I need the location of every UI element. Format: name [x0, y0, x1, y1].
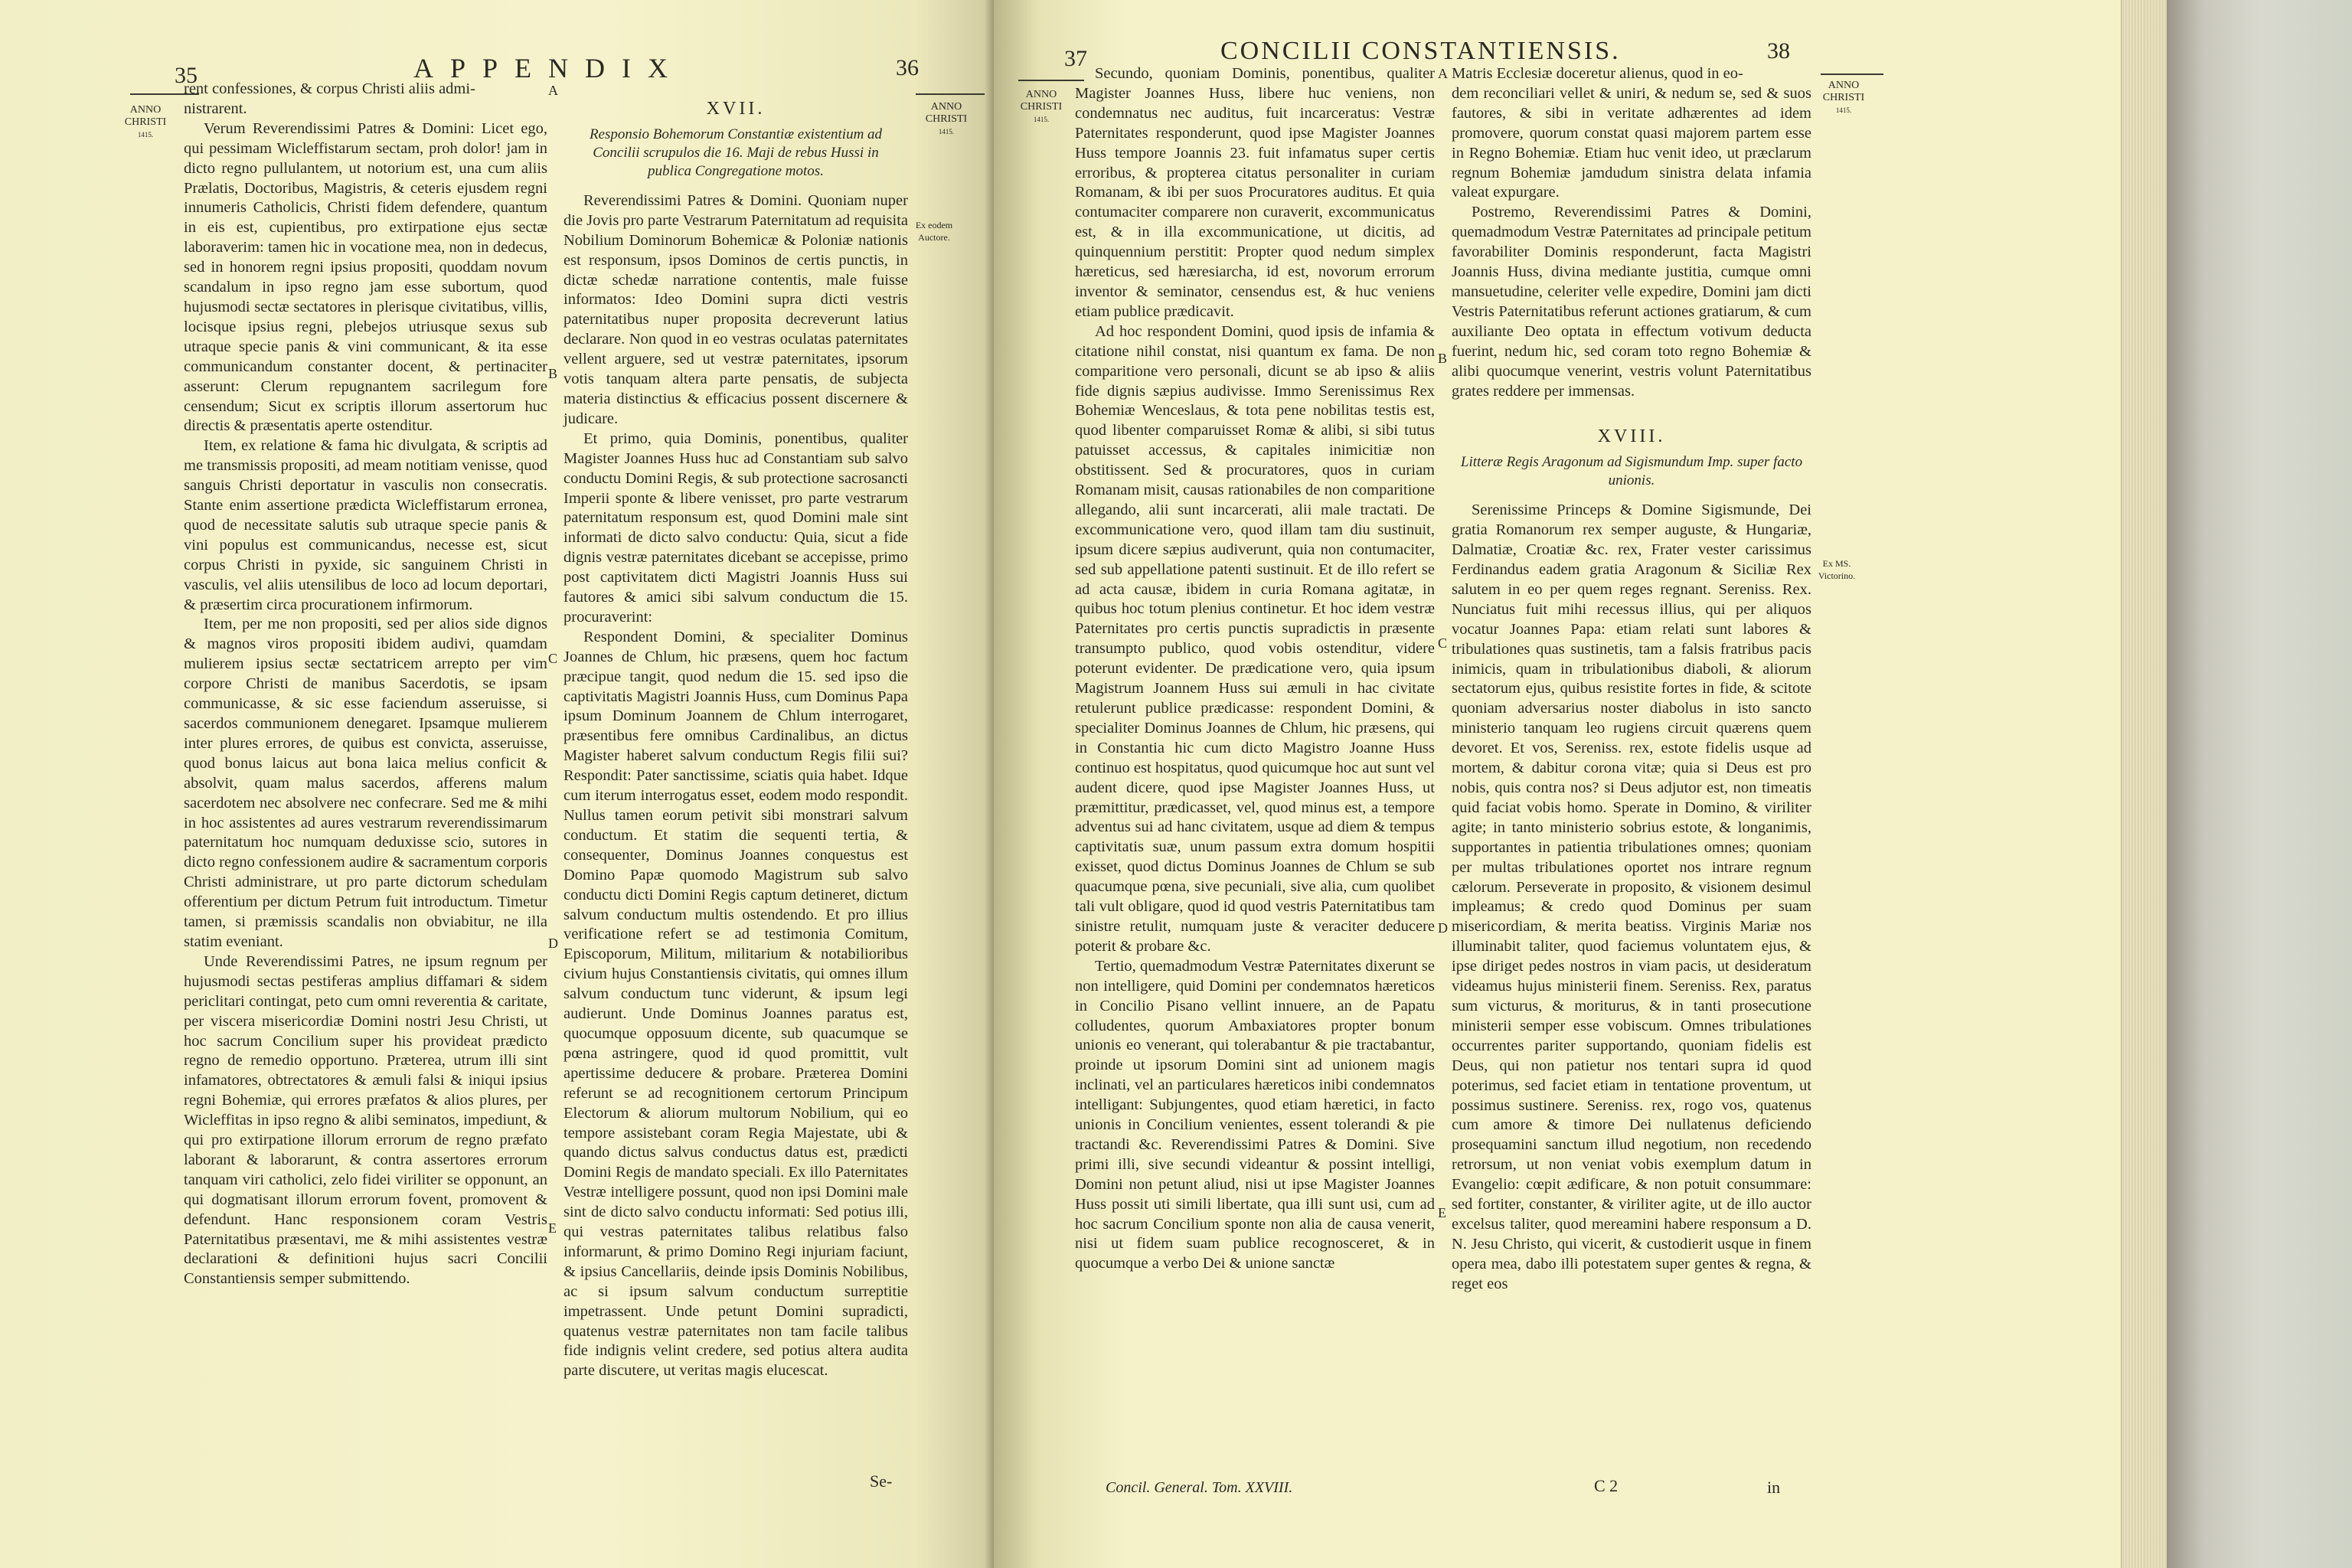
paragraph: Respondent Domini, & specialiter Dominus Joannes de Chlum, hic præsens, quem hoc factum præcipue tangit, quod nedum die 15. sed ipso die captivitatis Magistri Joannis Huss, cum Dominus Papa ipsum Dominum Joannem de Chlum interrogaret, præsentibus fere omnibus Cardinalibus, an dictus Magister haberet salvum conductum Regis filii sui? Respondit: Pater sanctissime, sciatis quia habet. Idque cum iterum interrogatus esset, eodem modo respondit. Nullus tamen eorum petivit sibi monstrari salvum conductum. Et statim die sequenti tertia, & consequenter, Dominus Joannes conquestus est Domino Papæ quomodo Magistrum sub salvo conductu dicti Domini Regis captum detineret, dictum salvum conductum multis ostendendo. Et pro illius verificatione refert se ad testimonia Comitum, Episcoporum, Militum, militarium & notabilioribus civium hujus Constantiensis civitatis, qui omnes illum salvum conductum tunc viderunt, & ipsum legi audierunt. Unde Dominus Joannes paratus est, quocumque opposuum dicente, sub quacumque se pœna astringere, quod id quod promittit, vult apertissime deducere & probare. Præterea Domini referunt se ad recognitionem certorum Principum Electorum & aliorum multorum Nobilium, qui eo tempore assistebant coram Regia Majestate, ubi & quando dictus salvus conductus datus est, prædicti Domini Regis de mandato speciali. Ex illo Paternitates Vestræ intelligere possunt, quod non ipsi Domini male sint de dicto salvo conductu informati: Sed potius illi, qui vestras paternitates talibus relatibus falso informarunt, & primo Domino Regi injuriam faciunt, & ipsius Cancellariis, deinde ipsis Dominis Nobilibus, ac si ipsum salvum conductum surreptitie impetrassent. Unde petunt Domini supradicti, quatenus vestræ paternitates non tam facile talibus fide indignis velint credere, sed potius altera audita parte discutere, ut veritas magis elucescat. — [564, 628, 908, 1380]
paragraph: Ad hoc respondent Domini, quod ipsis de infamia & citatione nihil constat, nisi quantum ex fama. De non comparitione vero personali, dicunt se ab ipso & aliis fide dignis sæpius audivisse. Immo Serenissimus Rex Bohemiæ Wenceslaus, & tota pene nobilitas testis est, quod libenter comparuisset Romæ & alibi, si sibi tutus patuisset accessus, & capitales inimicitiæ non obstitissent. Sed & procuratores, quos in curiam Romanam misit, causas rationabiles de non comparitione allegando, alii sunt incarcerati, alii male tractati. De excommunicatione vero, quod illam tam diu sustinuit, ipsum dicere sæpius audiverunt, quia non contumaciter, sed sub appellatione patenti sustinuit. Et de illo refert se ad acta causæ, ibidem in curia Romana agitatæ, in quibus hoc totum plenius continetur. Et hoc idem vestræ Paternitates pro certis punctis supradictis in præsente transumpto publico, quod vobis ostenditur, videre poterunt evidenter. De prædicatione vero, quia ipsum Magistrum Joannem Huss sui æmuli in hac civitate retulerunt publice prædicasse: respondent Domini, & specialiter Dominus Joannes de Chlum, hic præsens, qui in Constantia hic cum dicto Magistro Joanne Huss continuo est hospitatus, quod quicumque hoc aut sunt vel audent dicere, quod ipse Magister Joannes Huss, ut præmittitur, prædicasset, vel, quod minus est, a tempore adventus sui ad hanc civitatem, usque ad diem & tempus captivitatis suæ, unum passum extra domum hospitii exisset, quod dictus Dominus Joannes de Chlum se sub quacumque pœna, sive pecuniali, sive alia, cum quolibet tali vult obligare, quod id quod vestris Paternitatibus tam sinistre retulit, numquam juste & veraciter deducere poterit & probare &c. — [1075, 322, 1435, 955]
paragraph: dem reconciliari vellet & uniri, & nedum se, sed & suos fautores, & sibi in veritate adhærentes ad idem promovere, quorum constat quasi majorem partem esse in Regno Bohemiæ. Etiam huc venit ideo, ut præclarum regnum Bohemiæ jamdudum sinistra delata infamia valeat expurgare. — [1452, 84, 1811, 201]
side-letter: A — [1438, 66, 1448, 81]
section-number: XVII. — [706, 99, 766, 119]
side-letter: E — [1438, 1205, 1446, 1220]
paragraph: Item, ex relatione & fama hic divulgata, & scriptis ad me transmissis propositi, ad meam notitiam venisse, quod sanguis Christi deportatur in vasculis non consecratis. Stante enim assertione prædicta Wicleffistarum erronea, quod de necessitate salutis sub utraque specie panis & vini populus est communicandus, necesse est, sicut corpus Christi in pyxide, sic sanguinem Christi in vasculis, vel aliis utensilibus de loco ad locum deportari, & præsertim circa procurationem infirmorum. — [184, 437, 547, 613]
side-letter: B — [1438, 351, 1448, 366]
section-title: Responsio Bohemorum Constantiæ existentium ad Concilii scrupulos die 16. Maji de rebus Hussi in publica Congregatione motos. — [589, 126, 883, 179]
left-column — [1075, 64, 1435, 1473]
right-page — [994, 0, 2121, 1568]
side-letter: C — [548, 651, 558, 666]
paragraph: Et primo, quia Dominis, ponentibus, qualiter Magister Joannes Huss huc ad Constantiam sub salvo conductu Domini Regis, & sub protectione sacrosancti Imperii sponte & libere venisset, pro parte vestrarum paternitatum responsum est, quod Domini male sint informati de dicto salvo conductu: Quia, sicut a fide dignis vestræ paternitates dicebant se accepisse, primo post captivitatem dicti Magistri Joannis Huss sui fautores & amici sibi salvum conductum die 15. procuraverint: — [564, 430, 908, 626]
side-letter: B — [548, 366, 558, 381]
paragraph: Serenissime Princeps & Domine Sigismunde, Dei gratia Romanorum rex semper auguste, & Hungariæ, Dalmatiæ, Croatiæ &c. rex, Frater vester carissimus Ferdinandus eadem gratia Aragonum & Siciliæ Rex salutem in eo per quem reges regnant. Sereniss. Rex. Nunciatus fuit mihi recessus illius, qui per aliquos vocatur Joannes Papa: etiam relati sunt labores & tribulationes quas sustinetis, tam a falsis fratribus pacis inimicis, quam in tribulationibus diaboli, & aliorum sectatorum ejus, quibus resistite fortes in fide, & scitote quoniam adversarius noster diabolus in isto sancto ministerio tanquam leo rugiens circuit quærens quem devoret. Et vos, Sereniss. rex, estote fidelis usque ad mortem, & dabitur corona vitæ; quia si Deus est pro nobis, quis contra nos? si Deus adjutor est, non timeatis quid faciat vobis homo. Sperate in Domino, & viriliter agite; in tanto ministerio sobrius estote, & longanimis, supportantes in patientia tribulationes omnes; quoniam per multas tribulationes oportet nos intrare regnum cælorum. Perseverate in proposito, & visionem desimul impleamus; & credo quod Dominus per suam misericordiam, & merita beatiss. Virginis Mariæ nos illuminabit taliter, quod faciemus voluntatem ejus, & ipse diriget pedes nostros in viam pacis, ut desideratum videamus hujus ministerii finem. Sereniss. Rex, paratus sum victurus, & moriturus, & in tanti prosecutione ministerii semper esse vobiscum. Omnes tribulationes occurrentes pariter supportando, quoniam fidelis est Deus, qui non patietur nos tentari supra id quod poterimus, sed faciet etiam in tentatione proventum, ut possimus sustinere. Sereniss. rex, rogo vos, quatenus cum amore & timore Dei nullatenus deficiendo prosequamini sanctum illud negotium, non recedendo retrorsum, ut non veniat vobis exemplum datum in Evangelio: cœpit ædificare, & non potuit consummare: sed fortiter, constanter, & viriliter agite, ut de illo auctor excelsus taliter, quod mereamini habere responsum a D. N. Jesu Christo, qui vicerit, & custodierit usque in finem opera mea, dabo illi potestatem super gentes & regna, & reget eos — [1452, 501, 1811, 1292]
side-letter: C — [1438, 635, 1448, 651]
right-column — [564, 95, 908, 1473]
volume-footer: Concil. General. Tom. XXVIII. — [1106, 1479, 1293, 1496]
margin-year-note: ANNO CHRISTI 1415. — [925, 101, 968, 136]
paragraph: Postremo, Reverendissimi Patres & Domini, quemadmodum Vestræ Paternitates ad principale petitum favorabiliter Dominis responderunt, facta Magistri Joannis Huss, divina mediante justitia, cumque omni mansuetudine, celeriter velle expedire, Domini jam dicti Vestris Paternitatibus referunt actiones gratiarum, & cum auxiliante Deo optata in effectum votivum deducta fuerint, nedum hic, sed coram toto regno Bohemiæ & alibi quocumque venerint, vestris volunt Paternitatibus grates reddere per immensas. — [1452, 204, 1811, 400]
paragraph: Secundo, quoniam Dominis, ponentibus, qualiter Magister Joannes Huss, libere huc veniens, non condemnatus nec auditus, fuit incarceratus: Vestræ Paternitates responderunt, quod ipse Magister Joannes Huss tempore Joannis 23. fuit infamatus super certis erroribus, & propterea citatus personaliter in curiam Romanam, & ibi per suos Procuratores auditus. Et quia contumaciter comparere non curaverit, excommunicatus est, & in illa excommunicatione, ut dicitis, ad quinquennium perstitit: Propter quod nedum simplex hæreticus, sed hæresiarcha, id est, novorum errorum inventor & seminator, censendus est, & huc veniens etiam publice prædicavit. — [1075, 65, 1435, 320]
paragraph: Reverendissimi Patres & Domini. Quoniam nuper die Jovis pro parte Vestrarum Paternitatum ad requisita Nobilium Dominorum Bohemicæ & Poloniæ nationis est responsum, ipsos Dominos de certis punctis, in dictæ schedæ narratione contentis, male fuisse informatos: Ideo Domini supra dicti vestris paternitatibus nuper proposita decreverunt latius declarare. Non quod in eo vestras oculatas paternitates vellent arguere, sed ut vestræ paternitates, ipsorum votis tanquam altera parte pensatis, de subjecta materia distinctius & efficacius possent discernere & judicare. — [564, 191, 908, 427]
header-rule — [1821, 74, 1883, 75]
paragraph: nistrarent. — [184, 100, 247, 117]
section-title: Litteræ Regis Aragonum ad Sigismundum Imp. super facto unionis. — [1460, 454, 1803, 489]
section-number: XVIII. — [1597, 426, 1666, 447]
left-column — [184, 80, 547, 1527]
side-letter: D — [548, 936, 558, 951]
paragraph: Verum Reverendissimi Patres & Domini: Licet ego, qui pessimam Wicleffistarum sectam, proh dolor! jam in dicto regno pullulantem, ut notorium est, una cum aliis Prælatis, Doctoribus, Magistris, & ceteris ejusdem regni innumeris Catholicis, Christi fidem defendere, quantum in eis est, cupientibus, pro extirpatione ejus sectæ laboraverim: tamen hic in vocatione mea, non in dedecus, sed in honorem regni ipsius propositi, quoddam novum scandalum in ipso regno jam esse subortum, quod hujusmodi sectæ sectatores in plerisque civitatibus, villis, locisque ipsius regni, plebejos utriusque sexus sub utraque specie panis & vini communicant, & ita esse communicandum constanter docent, & pertinaciter asserunt: Clerum repugnantem sacrilegum fore censendum; Sicut ex scriptis illorum assertorum huc directis & præsentatis aperte ostenditur. — [184, 119, 547, 435]
folio-number: 37 — [1064, 46, 1087, 71]
side-letter: E — [548, 1220, 557, 1236]
header-rule — [916, 93, 985, 95]
folio-number: 38 — [1767, 38, 1790, 64]
signature-mark: C 2 — [1594, 1476, 1619, 1495]
column-top-line: rent confessiones, & corpus Christi aliis admi- — [184, 80, 475, 97]
running-title: APPENDIX — [413, 53, 685, 83]
margin-year-note: ANNO CHRISTI 1415. — [1020, 89, 1063, 123]
paragraph: Tertio, quemadmodum Vestræ Paternitates dixerunt se non intelligere, quid Domini per condemnatos hæreticos in Concilio Pisano vellint innuere, an de Papatu colludentes, quorum Ambaxiatores propter bonum unionis eo venerant, qui tolerabantur & pie tractabantur, proinde ut ipsorum Domini sint ad unionem magis inclinati, vel an particulares hæreticos inibi condemnatos intelligant: Subjungentes, quod etiam hæretici, in facto unionis in Concilium venientes, essent tolerandi & pie tractandi &c. Reverendissimi Patres & Domini. Sive primi illi, sive secundi videantur & possint intelligi, Domini non petunt aliud, nisi ut ipse Magister Joannes Huss possit uti simili libertate, qua illi sunt usi, cum ad hoc sacrum Concilium sponte non alia de causa venerit, nisi ut fidem suam publice recognosceret, & in quocumque a verbo Dei & unione sanctæ — [1075, 957, 1435, 1272]
source-margin-note: Ex MS. Victorino. — [1818, 558, 1856, 581]
margin-year-note: ANNO CHRISTI 1415. — [1822, 80, 1865, 114]
paragraph: Item, per me non propositi, sed per alios side dignos & magnos viros propositi ibidem audivi, quamdam mulierem ipsius sectæ sectatricem arrepto per vim corpore Christi de manibus Sacerdotis, se ipsam communicasse, & sic esse faciendum asseruisse, si sacerdos communionem denegaret. Ipsamque mulierem inter plures errores, de quibus est convicta, asseruisse, quod bonus laicus aut bona laica melius conficit & absolvit, quam malus sacerdos, afferens malum sacerdotem nec absolvere nec confecrare. Sed me & mihi in hoc assistentes ad aures vestrarum reverendissimarum paternitatum hoc numquam deduxisse scio, sutores in dicto regno confessionem audire & sacramentum corporis Christi administrare, ut pro parte dictorum schedulam offerentium per dictum Petrum fuit introductum. Timetur tamen, si præmissis scandalis non obviabitur, ne illa statim eveniant. — [184, 616, 547, 950]
left-page — [0, 0, 994, 1568]
column-top-line: Matris Ecclesiæ doceretur alienus, quod in eo- — [1452, 65, 1743, 82]
right-column — [1452, 64, 1811, 1473]
folio-number: 36 — [896, 55, 919, 80]
book-cover — [2167, 0, 2352, 1568]
running-title: CONCILII CONSTANTIENSIS. — [1220, 37, 1621, 65]
side-letter: D — [1438, 920, 1448, 936]
folio-number: 35 — [175, 63, 198, 88]
side-letter: A — [548, 83, 558, 98]
source-margin-note: Ex eodem Auctore. — [915, 220, 953, 243]
paragraph: Unde Reverendissimi Patres, ne ipsum regnum per hujusmodi sectas pestiferas amplius diffamari & sidem periclitari contingat, peto cum omni reverentia & caritate, per viscera misericordiæ Domini nostri Jesu Christi, ut hoc sacrum Concilium super his provideat prædicto regno de remedio opportuno. Præterea, utrum illi sint infamatores, obtrectatores & æmuli falsi & iniqui ipsius regni Bohemiæ, qui errores præfatos & alios plures, per Wicleffitas in ipso regno & alibi seminatos, impediunt, & qui pro extirpatione illorum errorum de regno præfato laborant & laborarunt, & contra assertores errorum tanquam viri catholici, zelo fidei viriliter se opponunt, an qui dogmatisant illorum errorum fovent, promovent & defendunt. Hanc responsionem coram Vestris Paternitatibus præsentavi, me & mihi assistentes vestræ declarationi & definitioni hujus sacri Concilii Constantiensis semper submittendo. — [184, 952, 547, 1288]
catchword: Se- — [870, 1472, 893, 1491]
page-edges — [2121, 0, 2167, 1568]
margin-year-note: ANNO CHRISTI 1415. — [124, 104, 167, 139]
catchword: in — [1767, 1478, 1781, 1497]
